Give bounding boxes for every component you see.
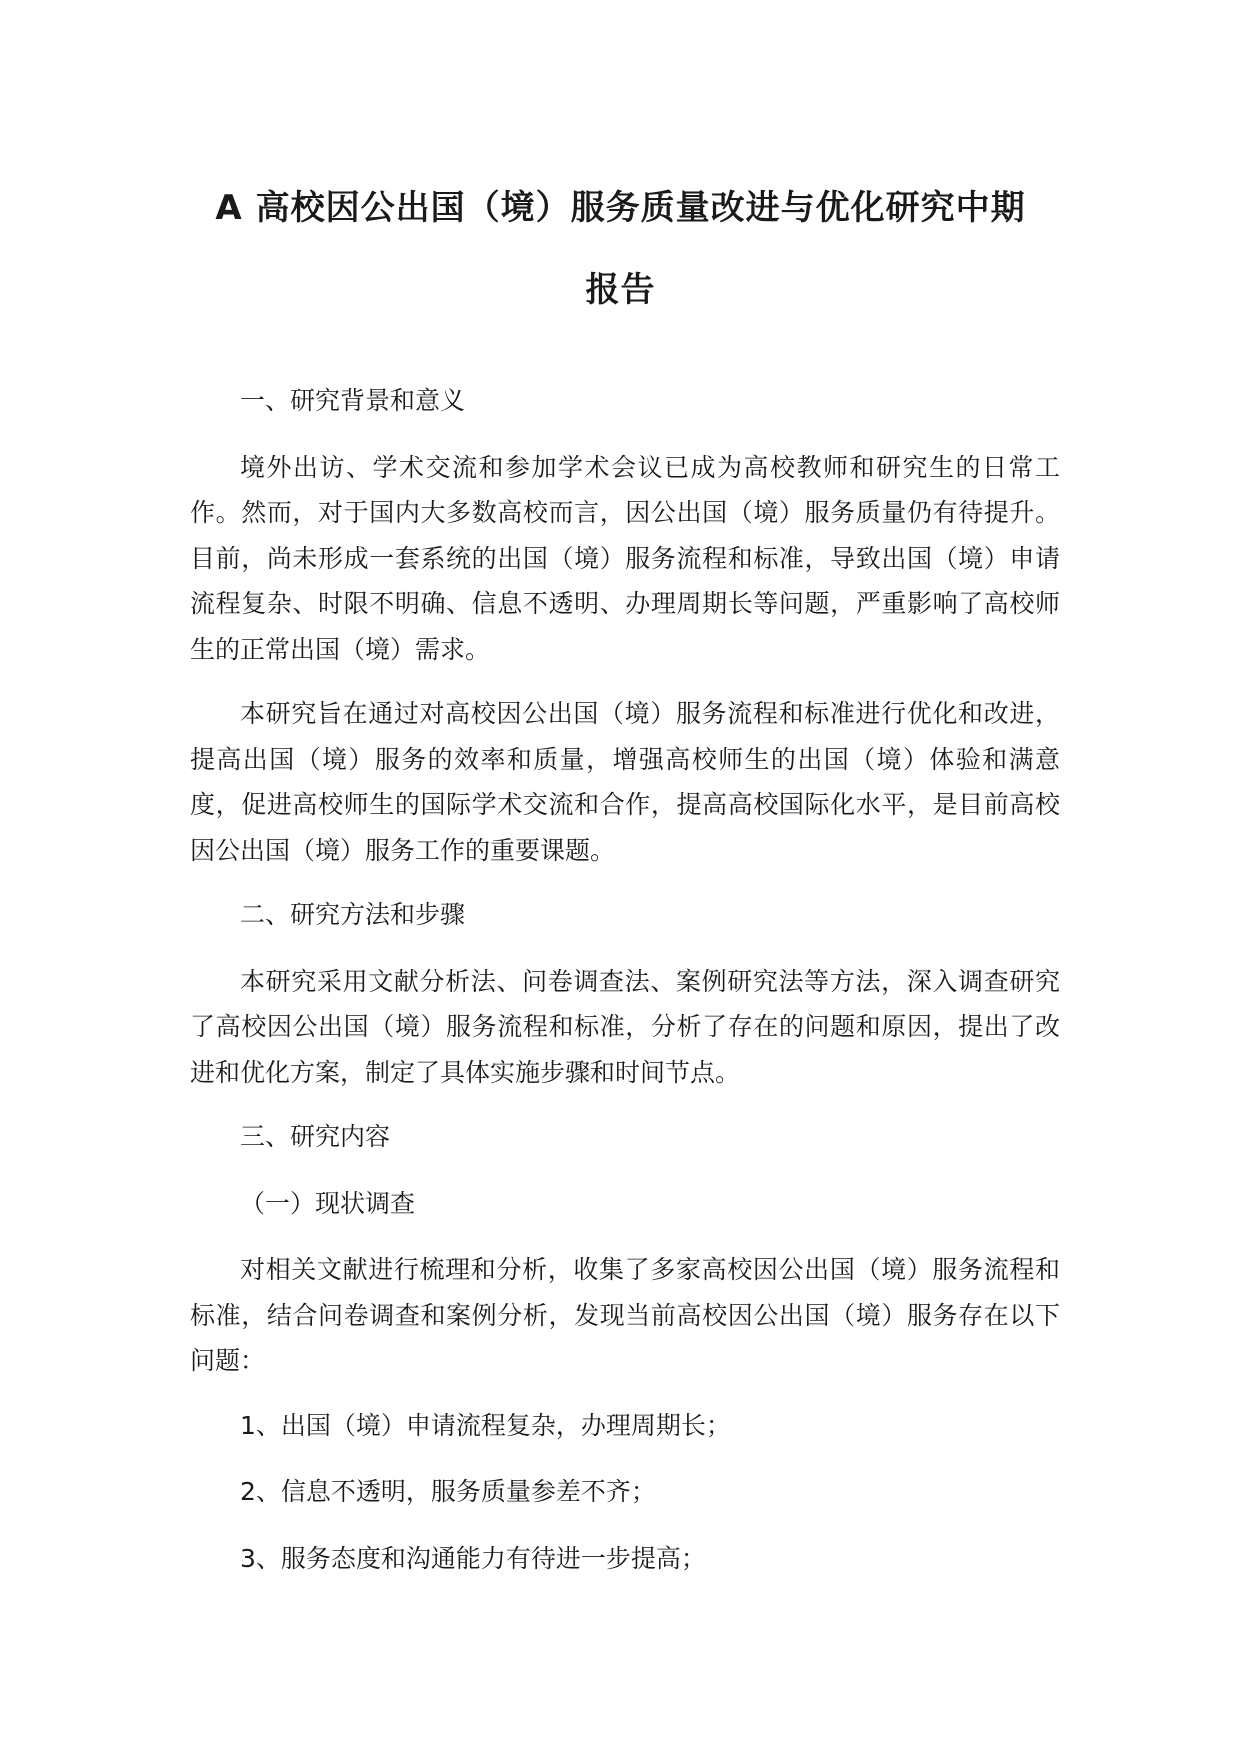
- paragraph-background-1: 境外出访、学术交流和参加学术会议已成为高校教师和研究生的日常工作。然而，对于国内大多数高校而言，因公出国（境）服务质量仍有待提升。目前，尚未形成一套系统的出国（境）服务流程和标准，导致出国（境）申请流程复杂、时限不明确、信息不透明、办理周期长等问题，严重影响了高校师生的正常出国（境）需求。: [190, 452, 1060, 664]
- section-heading-content: 三、研究内容: [240, 1122, 391, 1151]
- document-title-line-1: A 高校因公出国（境）服务质量改进与优化研究中期: [215, 188, 1026, 228]
- list-item-1: 1、出国（境）申请流程复杂，办理周期长；: [240, 1410, 731, 1440]
- document-body: [190, 378, 1060, 1602]
- list-item-2: 2、信息不透明，服务质量参差不齐；: [240, 1477, 656, 1506]
- list-item-3: 3、服务态度和沟通能力有待进一步提高；: [240, 1543, 706, 1573]
- section-heading-background: 一、研究背景和意义: [240, 386, 466, 415]
- document-title-line-2: 报告: [585, 270, 656, 310]
- paragraph-survey: 对相关文献进行梳理和分析，收集了多家高校因公出国（境）服务流程和标准，结合问卷调查和案例分析，发现当前高校因公出国（境）服务存在以下问题：: [190, 1255, 1060, 1375]
- subsection-heading-survey: （一）现状调查: [240, 1188, 416, 1218]
- paragraph-methods: 本研究采用文献分析法、问卷调查法、案例研究法等方法，深入调查研究了高校因公出国（境）服务流程和标准，分析了存在的问题和原因，提出了改进和优化方案，制定了具体实施步骤和时间节点。: [190, 966, 1060, 1087]
- section-heading-methods: 二、研究方法和步骤: [240, 900, 466, 929]
- paragraph-background-2: 本研究旨在通过对高校因公出国（境）服务流程和标准进行优化和改进，提高出国（境）服务的效率和质量，增强高校师生的出国（境）体验和满意度，促进高校师生的国际学术交流和合作，提高高校国际化水平，是目前高校因公出国（境）服务工作的重要课题。: [190, 699, 1060, 865]
